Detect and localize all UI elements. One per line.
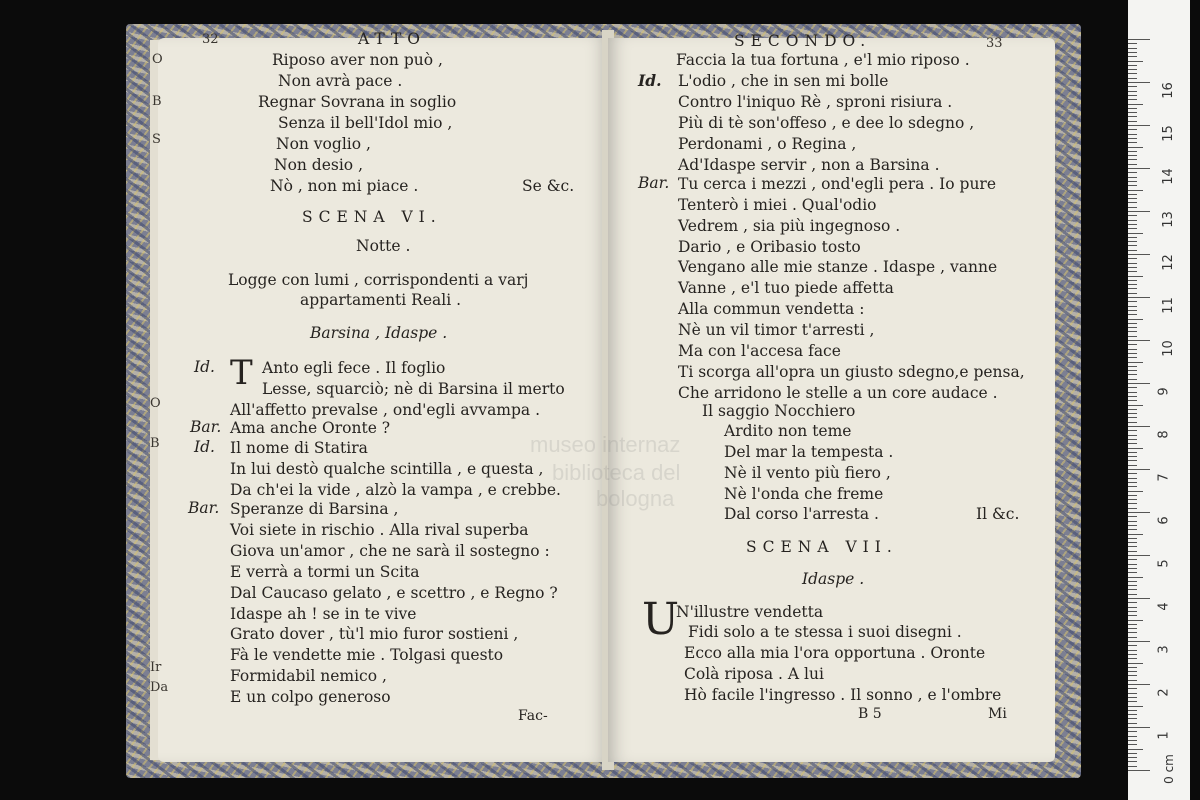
ruler-tick — [1128, 95, 1137, 96]
ruler-tick — [1128, 237, 1137, 238]
text-line: Giova un'amor , che ne sarà il sostegno : — [230, 542, 550, 560]
text-line: Formidabil nemico , — [230, 667, 387, 685]
ruler-tick — [1128, 581, 1137, 582]
ruler-tick — [1128, 688, 1137, 689]
drop-cap: U — [642, 594, 680, 645]
left-running-head: ATTO — [358, 30, 427, 48]
ruler-tick — [1128, 366, 1137, 367]
ruler-tick — [1128, 508, 1137, 509]
ruler-tick — [1128, 99, 1137, 100]
ruler-tick — [1128, 693, 1137, 694]
ruler-tick — [1128, 534, 1143, 535]
watermark-line: biblioteca del — [552, 460, 681, 485]
ruler-tick — [1128, 675, 1137, 676]
text-line: Dario , e Oribasio tosto — [678, 238, 861, 256]
ruler-tick — [1128, 357, 1137, 358]
ruler-tick — [1128, 495, 1137, 496]
ruler-tick — [1128, 521, 1137, 522]
text-line: Tenterò i miei . Qual'odio — [678, 196, 877, 214]
ruler-tick — [1128, 82, 1150, 83]
ruler-tick — [1128, 288, 1137, 289]
scene-description: Logge con lumi , corrispondenti a varj — [228, 271, 529, 289]
ruler-tick — [1128, 568, 1137, 569]
ruler-tick — [1128, 663, 1143, 664]
ruler-tick — [1128, 736, 1137, 737]
ruler-tick — [1128, 104, 1143, 105]
ruler-tick — [1128, 344, 1137, 345]
ruler-tick — [1128, 207, 1137, 208]
ruler-number: 14 — [1160, 168, 1176, 185]
ruler-tick — [1128, 620, 1143, 621]
ruler-tick — [1128, 220, 1137, 221]
ruler-tick — [1128, 379, 1137, 380]
ruler-tick — [1128, 116, 1137, 117]
speaker-label: Id. — [638, 71, 662, 90]
ruler-tick — [1128, 327, 1137, 328]
ruler-tick — [1128, 641, 1150, 642]
ruler-tick — [1128, 542, 1137, 543]
ruler-tick — [1128, 714, 1137, 715]
ruler-tick — [1128, 551, 1137, 552]
ruler-tick — [1128, 482, 1137, 483]
ruler-tick — [1128, 297, 1150, 298]
ruler-tick — [1128, 61, 1143, 62]
text-line: Perdonami , o Regina , — [678, 135, 857, 153]
text-line: Tu cerca i mezzi , ond'egli pera . Io pure — [678, 175, 997, 193]
margin-mark: Da — [150, 680, 169, 695]
ruler-tick — [1128, 340, 1150, 341]
ruler-tick — [1128, 658, 1137, 659]
ruler-number: 10 — [1160, 340, 1176, 357]
ruler-number: 3 — [1156, 645, 1172, 654]
text-line: Dal Caucaso gelato , e scettro , e Regno ? — [230, 584, 558, 602]
aria-line: Ardito non teme — [724, 422, 852, 440]
ruler-tick — [1128, 190, 1143, 191]
ruler-tick — [1128, 654, 1137, 655]
ruler-tick — [1128, 770, 1150, 771]
text-line: Speranze di Barsina , — [230, 500, 399, 518]
ruler-number: 12 — [1160, 254, 1176, 271]
ruler-tick — [1128, 336, 1137, 337]
text-line: Fà le vendette mie . Tolgasi questo — [230, 646, 504, 664]
ruler-tick — [1128, 314, 1137, 315]
ruler-tick — [1128, 48, 1137, 49]
ruler-tick — [1128, 727, 1150, 728]
ruler-tick — [1128, 284, 1137, 285]
ruler-tick — [1128, 147, 1143, 148]
ruler-tick — [1128, 73, 1137, 74]
text-line: Vanne , e'l tuo piede affetta — [678, 279, 894, 297]
ruler-tick — [1128, 202, 1137, 203]
ruler-tick — [1128, 684, 1150, 685]
text-line: Da ch'ei la vide , alzò la vampa , e crebbe. — [230, 481, 561, 499]
text-line: Ecco alla mia l'ora opportuna . Oronte — [684, 644, 986, 662]
ruler-tick — [1128, 353, 1137, 354]
text-line: In lui destò qualche scintilla , e questa , — [230, 460, 544, 478]
ruler-tick — [1128, 258, 1137, 259]
ruler-tick — [1128, 39, 1150, 40]
margin-mark: O — [150, 396, 161, 411]
right-page-number: 33 — [986, 36, 1003, 51]
ruler-tick — [1128, 607, 1137, 608]
text-line: Ad'Idaspe servir , non a Barsina . — [678, 156, 940, 174]
ruler-tick — [1128, 319, 1143, 320]
ruler-tick — [1128, 86, 1137, 87]
text-line: Nè un vil timor t'arresti , — [678, 321, 875, 339]
ruler-tick — [1128, 374, 1137, 375]
ruler-tick — [1128, 439, 1137, 440]
ruler-tick — [1128, 125, 1150, 126]
ruler-tick — [1128, 555, 1150, 556]
ruler-tick — [1128, 228, 1137, 229]
ruler-tick — [1128, 512, 1150, 513]
ruler-number: 13 — [1160, 211, 1176, 228]
left-page — [158, 30, 608, 762]
catchword: Fac- — [518, 708, 548, 724]
ruler-tick — [1128, 602, 1137, 603]
ruler-tick — [1128, 585, 1137, 586]
ruler-tick — [1128, 168, 1150, 169]
ruler-tick — [1128, 671, 1137, 672]
ruler-tick — [1128, 250, 1137, 251]
ruler-number: 16 — [1160, 82, 1176, 99]
aria-line: Dal corso l'arresta . — [724, 505, 879, 523]
ruler-tick — [1128, 306, 1137, 307]
text-line: Anto egli fece . Il foglio — [262, 359, 446, 377]
ruler-tick — [1128, 112, 1137, 113]
ruler-tick — [1128, 435, 1137, 436]
aria-line: Nè l'onda che freme — [724, 485, 884, 503]
scene-title: SCENA VII. — [746, 538, 898, 556]
text-line: Riposo aver non può , — [272, 51, 443, 69]
ruler-tick — [1128, 486, 1137, 487]
text-line: N'illustre vendetta — [676, 603, 824, 621]
ruler-tick — [1128, 185, 1137, 186]
il-etc: Il &c. — [976, 505, 1020, 523]
ruler-tick — [1128, 538, 1137, 539]
speaker-label: Bar. — [638, 174, 670, 192]
ruler-tick — [1128, 525, 1137, 526]
ruler-tick — [1128, 331, 1137, 332]
text-line: Ama anche Oronte ? — [230, 419, 391, 437]
ruler-tick — [1128, 546, 1137, 547]
ruler-tick — [1128, 134, 1137, 135]
ruler-tick — [1128, 645, 1137, 646]
ruler-tick — [1128, 452, 1137, 453]
ruler-number: 1 — [1156, 731, 1172, 740]
ruler-tick — [1128, 245, 1137, 246]
text-line: All'affetto prevalse , ond'egli avvampa . — [230, 401, 541, 419]
ruler-tick — [1128, 392, 1137, 393]
text-line: Idaspe ah ! se in te vive — [230, 605, 417, 623]
ruler-tick — [1128, 701, 1137, 702]
ruler-tick — [1128, 706, 1143, 707]
watermark-line: museo internaz — [530, 432, 681, 457]
ruler-tick — [1128, 426, 1150, 427]
margin-mark: Ir — [150, 660, 162, 675]
margin-mark: B — [152, 94, 162, 109]
ruler-tick — [1128, 254, 1150, 255]
text-line: Nò , non mi piace . — [270, 177, 419, 195]
ruler-number: 9 — [1156, 387, 1172, 396]
ruler-tick — [1128, 194, 1137, 195]
text-line: L'odio , che in sen mi bolle — [678, 72, 889, 90]
ruler-tick — [1128, 323, 1137, 324]
ruler-tick — [1128, 577, 1143, 578]
ruler-tick — [1128, 422, 1137, 423]
text-line: Ma con l'accesa face — [678, 342, 841, 360]
ruler-tick — [1128, 594, 1137, 595]
ruler-number: 6 — [1156, 516, 1172, 525]
ruler-tick — [1128, 276, 1143, 277]
speaker-label: Id. — [194, 358, 215, 376]
ruler-tick — [1128, 387, 1137, 388]
ruler-tick — [1128, 744, 1137, 745]
text-line: Il nome di Statira — [230, 439, 368, 457]
ruler-tick — [1128, 52, 1137, 53]
ruler-tick — [1128, 78, 1137, 79]
ruler-tick — [1128, 215, 1137, 216]
ruler-unit-label: 0 cm — [1161, 754, 1176, 784]
ruler-tick — [1128, 731, 1137, 732]
ruler-tick — [1128, 43, 1137, 44]
ruler-tick — [1128, 263, 1137, 264]
margin-mark: B — [150, 436, 160, 451]
text-line: Grato dover , tù'l mio furor sostieni , — [230, 625, 519, 643]
ruler-tick — [1128, 680, 1137, 681]
ruler-tick — [1128, 155, 1137, 156]
text-line: E verrà a tormi un Scita — [230, 563, 420, 581]
ruler-tick — [1128, 172, 1137, 173]
text-line: Che arridono le stelle a un core audace . — [678, 384, 998, 402]
text-line: Colà riposa . A lui — [684, 665, 824, 683]
ruler-tick — [1128, 637, 1137, 638]
ruler-tick — [1128, 301, 1137, 302]
ruler-tick — [1128, 280, 1137, 281]
ruler-tick — [1128, 400, 1137, 401]
scene-description: appartamenti Reali . — [300, 291, 462, 309]
ruler-tick — [1128, 697, 1137, 698]
ruler-tick — [1128, 611, 1137, 612]
ruler-tick — [1128, 478, 1137, 479]
ruler-tick — [1128, 211, 1150, 212]
ruler-tick — [1128, 409, 1137, 410]
ruler-tick — [1128, 129, 1137, 130]
ruler-number: 2 — [1156, 688, 1172, 697]
ruler-tick — [1128, 529, 1137, 530]
ruler-tick — [1128, 753, 1137, 754]
ruler-tick — [1128, 667, 1137, 668]
text-line: Vedrem , sia più ingegnoso . — [678, 217, 901, 235]
ruler-tick — [1128, 632, 1137, 633]
drop-cap: T — [230, 353, 253, 393]
ruler-tick — [1128, 589, 1137, 590]
ruler-tick — [1128, 650, 1137, 651]
text-line: Alla commun vendetta : — [678, 300, 865, 318]
ruler-tick — [1128, 723, 1137, 724]
catchword: Mi — [988, 706, 1007, 722]
text-line: E un colpo generoso — [230, 688, 391, 706]
ruler-tick — [1128, 598, 1150, 599]
ruler-tick — [1128, 151, 1137, 152]
scene-setting: Notte . — [356, 237, 411, 255]
ruler-tick — [1128, 443, 1137, 444]
text-line: Più di tè son'offeso , e dee lo sdegno , — [678, 114, 975, 132]
ruler-tick — [1128, 491, 1143, 492]
text-line: Hò facile l'ingresso . Il sonno , e l'ombre — [684, 686, 1002, 704]
ruler-tick — [1128, 448, 1143, 449]
ruler-tick — [1128, 413, 1137, 414]
speaker-label: Id. — [194, 438, 215, 456]
ruler-tick — [1128, 271, 1137, 272]
ruler-tick — [1128, 628, 1137, 629]
ruler-tick — [1128, 740, 1137, 741]
ruler-tick — [1128, 456, 1137, 457]
ruler-tick — [1128, 430, 1137, 431]
ruler-tick — [1128, 417, 1137, 418]
ruler-tick — [1128, 159, 1137, 160]
text-line: Non avrà pace . — [278, 72, 403, 90]
margin-mark: S — [152, 132, 161, 147]
ruler-tick — [1128, 362, 1143, 363]
ruler-tick — [1128, 121, 1137, 122]
text-line: Regnar Sovrana in soglio — [258, 93, 457, 111]
aria-line: Il saggio Nocchiero — [702, 402, 856, 420]
signature-mark: B 5 — [858, 706, 882, 722]
ruler-tick — [1128, 310, 1137, 311]
text-line: Fidi solo a te stessa i suoi disegni . — [688, 623, 962, 641]
text-line: Contro l'iniquo Rè , sproni risiura . — [678, 93, 953, 111]
ruler-number: 8 — [1156, 430, 1172, 439]
ruler-number: 15 — [1160, 125, 1176, 142]
text-line: Voi siete in rischio . Alla rival superba — [230, 521, 529, 539]
text-line: Ti scorga all'opra un giusto sdegno,e pensa, — [678, 363, 1025, 381]
ruler-number: 7 — [1156, 473, 1172, 482]
text-line: Lesse, squarciò; nè di Barsina il merto — [262, 380, 565, 398]
ruler-tick — [1128, 564, 1137, 565]
ruler-tick — [1128, 572, 1137, 573]
ruler-tick — [1128, 718, 1137, 719]
watermark-line: bologna — [596, 486, 675, 511]
ruler-tick — [1128, 349, 1137, 350]
ruler-tick — [1128, 757, 1137, 758]
ruler-tick — [1128, 615, 1137, 616]
ruler-number: 11 — [1160, 297, 1176, 314]
ruler-tick — [1128, 766, 1137, 767]
ruler-tick — [1128, 499, 1137, 500]
ruler-tick — [1128, 142, 1137, 143]
right-page — [608, 32, 1055, 762]
ruler-tick — [1128, 56, 1137, 57]
ruler-tick — [1128, 503, 1137, 504]
ruler-tick — [1128, 241, 1137, 242]
text-line: Non desio , — [274, 156, 363, 174]
left-page-number: 32 — [202, 32, 219, 47]
ruler-tick — [1128, 761, 1137, 762]
text-line: Faccia la tua fortuna , e'l mio riposo . — [676, 51, 970, 69]
scene-title: SCENA VI. — [302, 208, 442, 226]
ruler-tick — [1128, 181, 1137, 182]
ruler-tick — [1128, 138, 1137, 139]
ruler-tick — [1128, 293, 1137, 294]
ruler-tick — [1128, 233, 1143, 234]
ruler-tick — [1128, 405, 1143, 406]
ruler-tick — [1128, 469, 1150, 470]
ruler-number: 5 — [1156, 559, 1172, 568]
ruler-tick — [1128, 267, 1137, 268]
ruler-tick — [1128, 473, 1137, 474]
aria-line: Nè il vento più fiero , — [724, 464, 891, 482]
ruler-tick — [1128, 198, 1137, 199]
ruler-tick — [1128, 91, 1137, 92]
speaker-label: Bar. — [190, 418, 222, 436]
se-etc: Se &c. — [522, 177, 575, 195]
text-line: Vengano alle mie stanze . Idaspe , vanne — [678, 258, 998, 276]
text-line: Non voglio , — [276, 135, 371, 153]
ruler-tick — [1128, 108, 1137, 109]
ruler-tick — [1128, 710, 1137, 711]
scene-characters: Idaspe . — [802, 570, 865, 588]
ruler-tick — [1128, 224, 1137, 225]
ruler-number: 4 — [1156, 602, 1172, 611]
ruler-tick — [1128, 624, 1137, 625]
ruler-tick — [1128, 370, 1137, 371]
ruler-tick — [1128, 383, 1150, 384]
measurement-ruler — [1128, 0, 1190, 800]
ruler-tick — [1128, 65, 1137, 66]
ruler-tick — [1128, 516, 1137, 517]
ruler-tick — [1128, 559, 1137, 560]
margin-mark: O — [152, 52, 163, 67]
ruler-tick — [1128, 465, 1137, 466]
ruler-tick — [1128, 749, 1143, 750]
ruler-tick — [1128, 177, 1137, 178]
ruler-tick — [1128, 164, 1137, 165]
ruler-tick — [1128, 69, 1137, 70]
ruler-tick — [1128, 460, 1137, 461]
aria-line: Del mar la tempesta . — [724, 443, 894, 461]
scene-characters: Barsina , Idaspe . — [310, 324, 448, 342]
speaker-label: Bar. — [188, 499, 220, 517]
text-line: Senza il bell'Idol mio , — [278, 114, 453, 132]
ruler-tick — [1128, 396, 1137, 397]
right-running-head: SECONDO. — [734, 32, 872, 50]
